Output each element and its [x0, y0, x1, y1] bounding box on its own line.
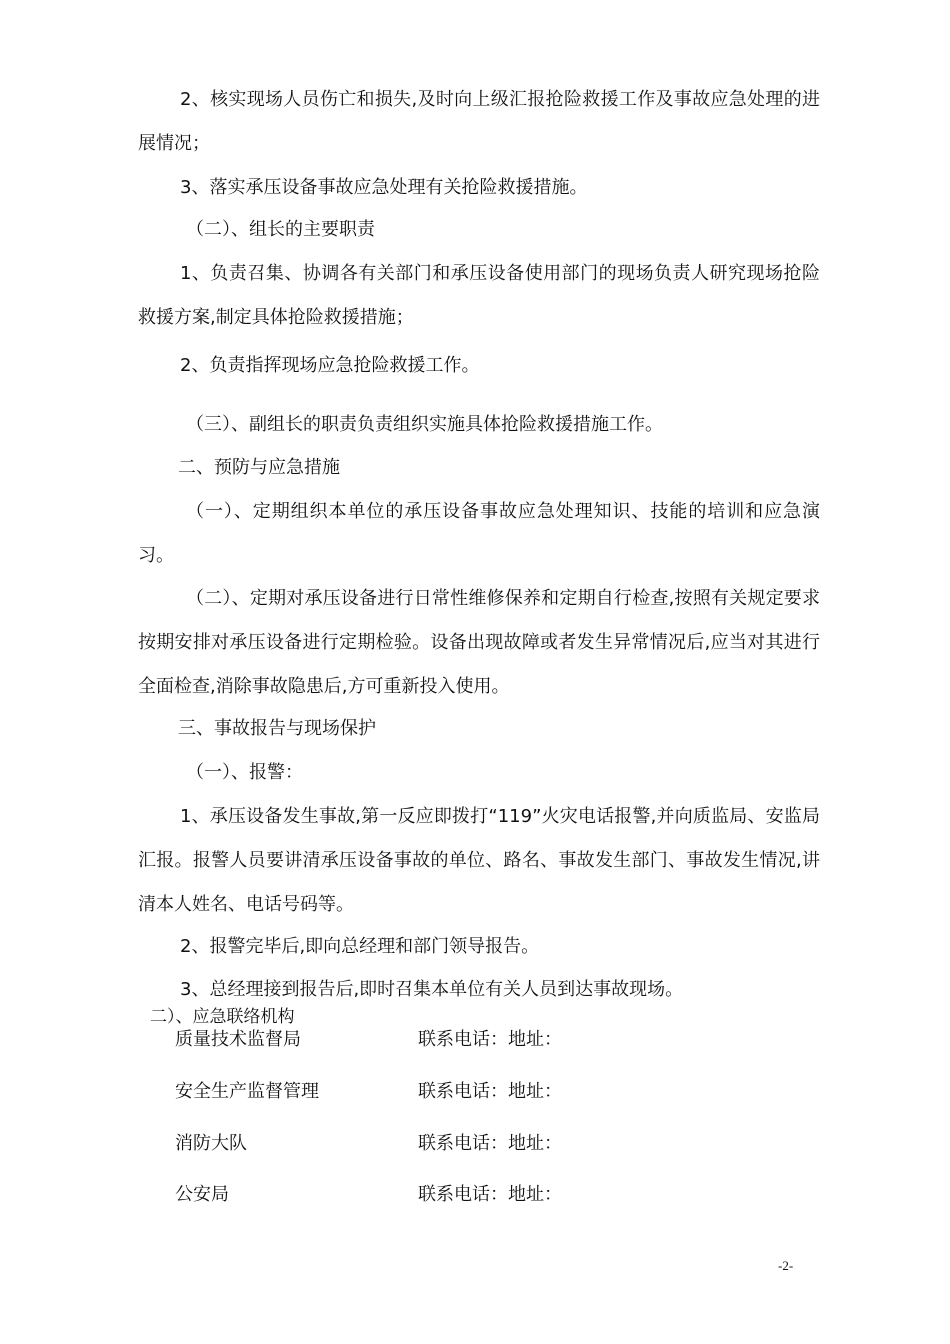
contact-name: 公安局: [175, 1184, 229, 1205]
paragraph-10: 三、事故报告与现场保护: [178, 718, 376, 739]
contact-row: [175, 1026, 695, 1054]
paragraph-14: 3、总经理接到报告后,即时召集本单位有关人员到达事故现场。: [180, 979, 684, 1000]
paragraph-6: （三）、副组长的职责负责组织实施具体抢险救援措施工作。: [186, 414, 663, 435]
contact-heading: 二）、应急联络机构: [150, 1007, 295, 1027]
paragraph-5: 2、负责指挥现场应急抢险救援工作。: [180, 355, 480, 376]
contact-info: 联系电话：地址：: [418, 1184, 562, 1205]
contact-info: 联系电话：地址：: [418, 1029, 562, 1050]
contact-row: [175, 1130, 695, 1158]
contact-row: [175, 1078, 695, 1106]
paragraph-8: （一）、定期组织本单位的承压设备事故应急处理知识、技能的培训和应急演习。: [138, 501, 820, 566]
contact-name: 消防大队: [175, 1133, 247, 1154]
contact-name: 安全生产监督管理: [175, 1081, 319, 1102]
paragraph-12: 1、承压设备发生事故,第一反应即拨打“119”火灾电话报警,并向质监局、安监局汇报。报警人员要讲清承压设备事故的单位、路名、事故发生部门、事故发生情况,讲清本人姓名、电话号码等。: [138, 806, 820, 915]
contact-info: 联系电话：地址：: [418, 1081, 562, 1102]
paragraph-13: 2、报警完毕后,即向总经理和部门领导报告。: [180, 936, 540, 957]
paragraph-2: 3、落实承压设备事故应急处理有关抢险救援措施。: [180, 177, 588, 198]
paragraph-7: 二、预防与应急措施: [178, 457, 340, 478]
contact-info: 联系电话：地址：: [418, 1133, 562, 1154]
paragraph-4: 1、负责召集、协调各有关部门和承压设备使用部门的现场负责人研究现场抢险救援方案,制定具体抢险救援措施；: [138, 263, 820, 328]
paragraph-9: （二）、定期对承压设备进行日常性维修保养和定期自行检查,按照有关规定要求按期安排对承压设备进行定期检验。设备出现故障或者发生异常情况后,应当对其进行全面检查,消除事故隐患后,方可重新投入使用。: [138, 588, 820, 697]
page-number: -2-: [778, 1258, 794, 1273]
contact-name: 质量技术监督局: [175, 1029, 301, 1050]
contact-row: [175, 1181, 695, 1209]
paragraph-1: 2、核实现场人员伤亡和损失,及时向上级汇报抢险救援工作及事故应急处理的进展情况；: [138, 89, 820, 154]
paragraph-3: （二）、组长的主要职责: [186, 219, 375, 240]
paragraph-11: （一）、报警：: [186, 762, 303, 783]
